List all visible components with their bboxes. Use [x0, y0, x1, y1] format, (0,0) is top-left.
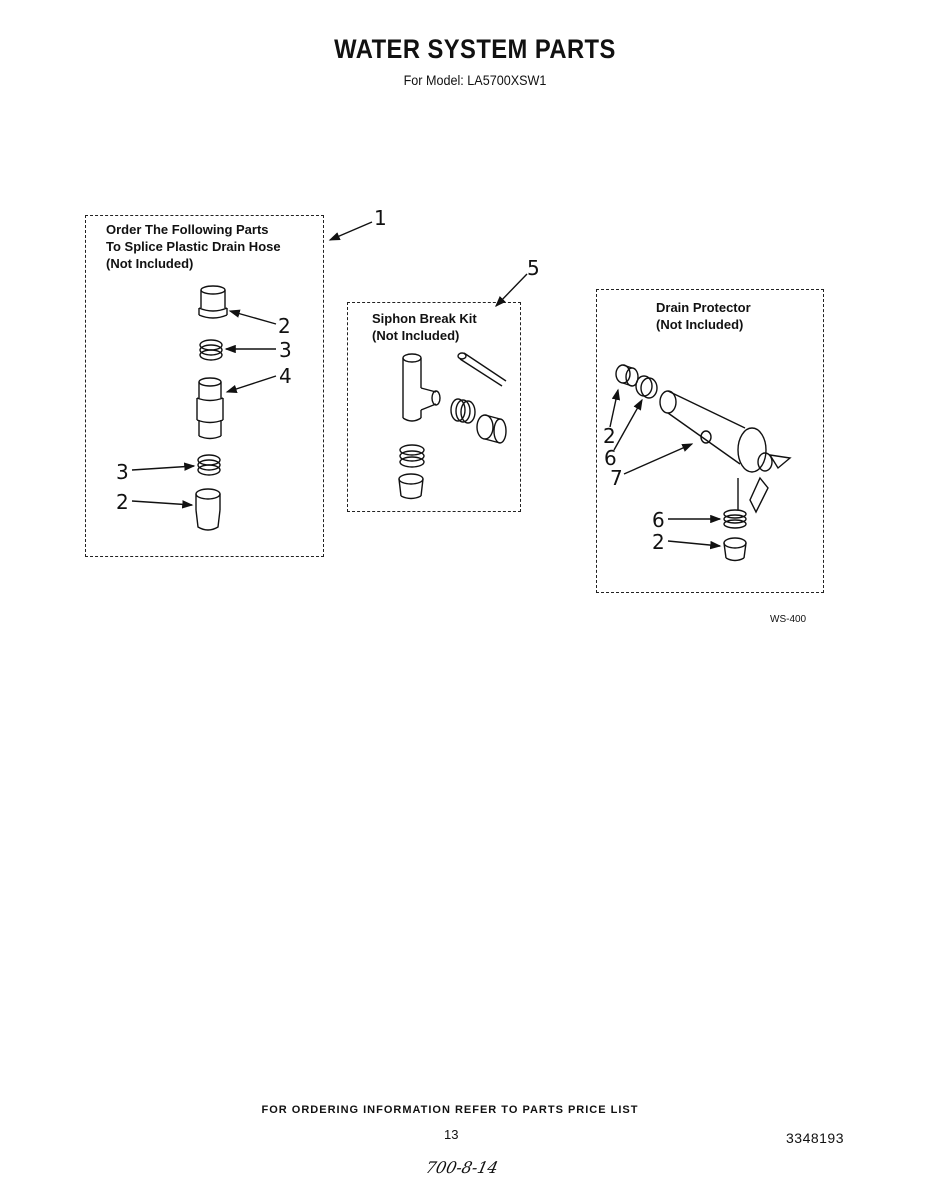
siphon-ring-icon: [451, 399, 475, 423]
callout-splice-2-top: 2: [278, 314, 291, 338]
splice-clamp-bottom-icon: [198, 455, 220, 475]
siphon-sleeve-icon: [399, 474, 423, 499]
splice-adapter-bottom-icon: [196, 489, 220, 530]
drain-cap-icon: [616, 365, 638, 386]
drain-ring-bottom-icon: [724, 510, 746, 528]
callout-drain-6-bottom: 6: [652, 508, 665, 532]
callout-drain-2-left: 2: [603, 424, 616, 448]
drain-label-line-1: Drain Protector: [656, 300, 751, 315]
callout-splice-2-bottom: 2: [116, 490, 129, 514]
leader-1: [330, 222, 372, 240]
splice-label-line-3: (Not Included): [106, 256, 194, 271]
document-number: 3348193: [786, 1130, 845, 1146]
drain-sleeve-bottom-icon: [724, 538, 746, 561]
leader-5: [496, 274, 527, 306]
page-title: WATER SYSTEM PARTS: [334, 34, 616, 64]
siphon-label-line-2: (Not Included): [372, 328, 460, 343]
splice-adapter-top-icon: [199, 286, 227, 318]
siphon-pin-icon: [458, 353, 506, 386]
page-number: 13: [444, 1127, 459, 1142]
ordering-info-footer: FOR ORDERING INFORMATION REFER TO PARTS PRICE LIST: [261, 1104, 639, 1116]
siphon-label-line-1: Siphon Break Kit: [372, 311, 477, 326]
siphon-cap-icon: [477, 415, 506, 443]
splice-label-line-2: To Splice Plastic Drain Hose: [106, 239, 281, 254]
model-subtitle: For Model: LA5700XSW1: [403, 72, 547, 88]
figure-code: WS-400: [770, 614, 807, 625]
drain-label-line-2: (Not Included): [656, 317, 744, 332]
siphon-clamp-icon: [400, 445, 424, 467]
callout-5: 5: [527, 256, 540, 280]
callout-splice-4: 4: [279, 364, 292, 388]
splice-label-line-1: Order The Following Parts: [106, 222, 269, 237]
callout-splice-3-bottom: 3: [116, 460, 129, 484]
splice-clamp-top-icon: [200, 340, 222, 360]
callout-drain-7: 7: [610, 466, 623, 490]
drain-protector-body-icon: [660, 391, 790, 512]
callout-splice-3-top: 3: [279, 338, 292, 362]
callout-drain-2-bottom: 2: [652, 530, 665, 554]
callout-drain-6-left: 6: [604, 446, 617, 470]
handwritten-note: 700-8-14: [423, 1158, 500, 1177]
splice-connector-icon: [197, 378, 223, 439]
siphon-tee-icon: [403, 354, 440, 421]
drain-ring-left-icon: [636, 376, 657, 398]
callout-1: 1: [374, 206, 387, 230]
